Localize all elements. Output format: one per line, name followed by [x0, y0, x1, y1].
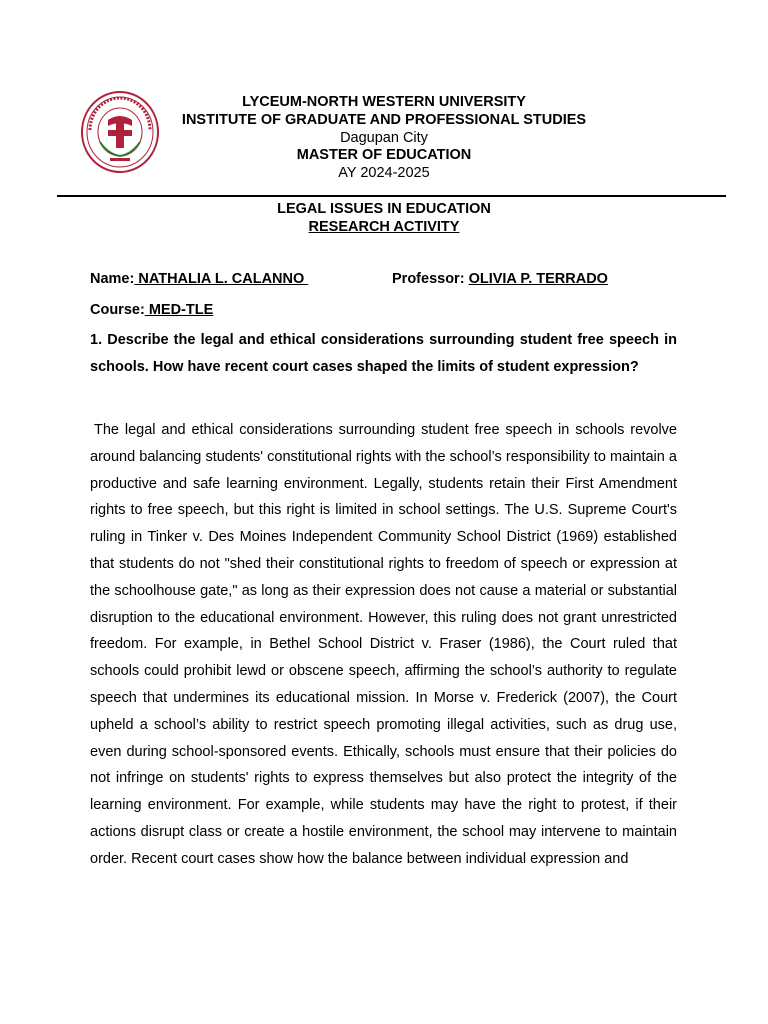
program-name: MASTER OF EDUCATION [296, 147, 472, 164]
university-name: LYCEUM-NORTH WESTERN UNIVERSITY [242, 94, 526, 110]
professor-field [392, 270, 608, 288]
course-label: Course: [90, 302, 145, 318]
institute-name: INSTITUTE OF GRADUATE AND PROFESSIONAL STUDIES [181, 111, 587, 128]
subject-block [0, 201, 768, 237]
name-value: NATHALIA L. CALANNO [134, 271, 309, 287]
academic-year: AY 2024-2025 [338, 165, 430, 182]
name-label: Name: [90, 271, 135, 287]
professor-value: OLIVIA P. TERRADO [468, 271, 608, 287]
course-field [90, 301, 213, 319]
name-field [90, 270, 308, 288]
header-divider [57, 195, 726, 197]
course-title: LEGAL ISSUES IN EDUCATION [277, 201, 491, 217]
course-value: MED-TLE [144, 302, 214, 318]
activity-title: RESEARCH ACTIVITY [308, 218, 460, 235]
professor-label: Professor: [392, 271, 469, 287]
question-text: 1. Describe the legal and ethical considerations surrounding student free speech in schools. How have recent court cases shaped the limits of student expression? [90, 332, 677, 375]
city-name: Dagupan City [340, 129, 428, 146]
document-header [0, 94, 768, 183]
answer-text: The legal and ethical considerations surrounding student free speech in schools revolve around balancing students' constitutional rights with the school’s responsibility to maintain a productive and safe learning environment. Legally, students retain their First Amendment rights to free speech, but this right is limited in school settings. The U.S. Supreme Court's ruling in Tinker v. Des Moines Independent Community School District (1969) established that students do not "shed their constitutional rights to freedom of speech or expression at the schoolhouse gate," as long as their expression does not cause a material or substantial disruption to the educational environment. However, this ruling does not grant unrestricted freedom. For example, in Bethel School District v. Fraser (1986), the Court ruled that schools could prohibit lewd or obscene speech, affirming the school’s authority to regulate speech that undermines its educational mission. In Morse v. Frederick (2007), the Court upheld a school’s ability to restrict speech promoting illegal activities, such as drug use, even during school-sponsored events. Ethically, schools must ensure that their policies do not infringe on students' rights to express themselves but also protect the integrity of the learning environment. For example, while students may have the right to protest, if their actions disrupt class or create a hostile environment, the school may intervene to maintain order. Recent court cases show how the balance between individual expression and [90, 422, 677, 867]
